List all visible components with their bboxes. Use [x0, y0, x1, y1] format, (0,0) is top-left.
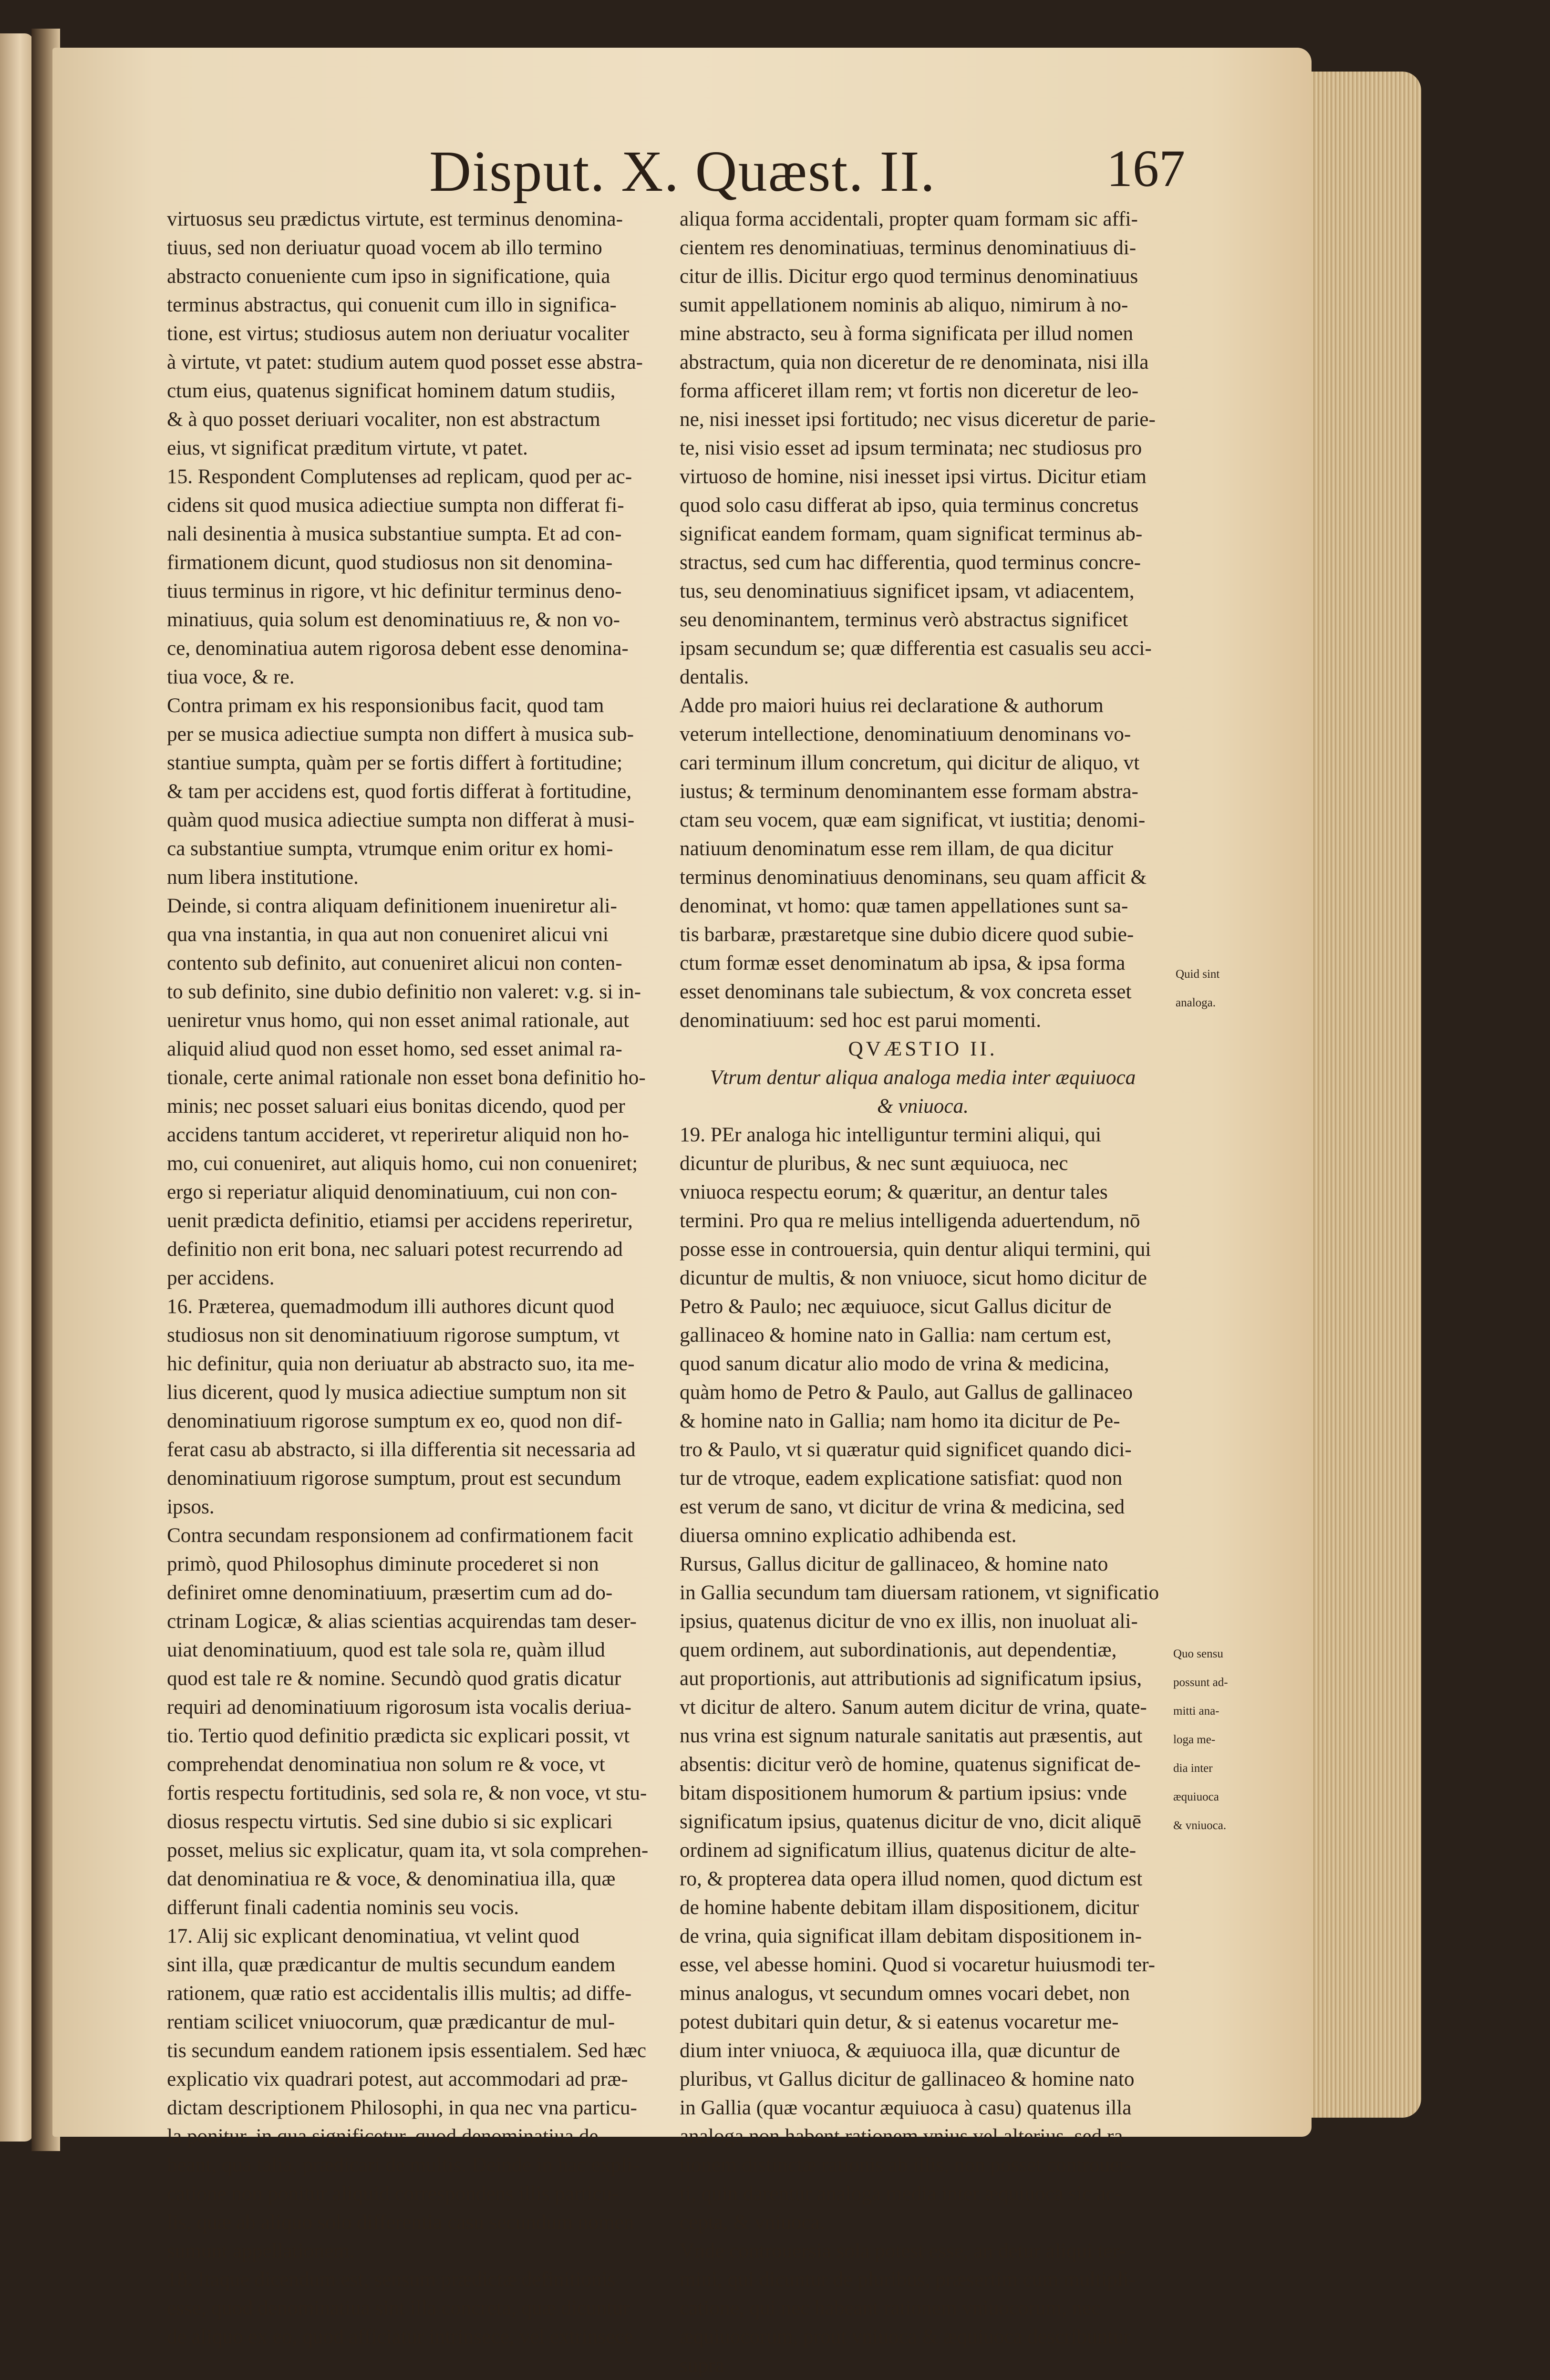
- text-line: rationem, quæ ratio est accidentalis illis multis; ad diffe-: [167, 1982, 632, 2005]
- text-line: absentis: dicitur verò de homine, quatenus significat de-: [680, 1753, 1141, 1776]
- text-line: potest dubitari quin detur, & si eatenus vocaretur me-: [680, 2011, 1119, 2033]
- text-line: de homine habente debitam illam dispositionem, dicitur: [680, 1896, 1139, 1919]
- text-line: minatiuus, quia solum est denominatiuus re, & non vo-: [167, 609, 620, 631]
- text-line: vniuoca respectu eorum; & quæritur, an dentur tales: [680, 1181, 1108, 1203]
- text-line: comprehendat denominatiua non solum re & voce, vt: [167, 1753, 605, 1776]
- text-line: Deinde, si contra aliquam definitionem inueniretur ali-: [167, 895, 617, 917]
- text-line: minus analogus, vt secundum omnes vocari debet, non: [680, 1982, 1130, 2005]
- text-line: lis, quæ ab aliquo solo differentia casu secundum nomen: [167, 2211, 634, 2234]
- text-line: 18. Itaque dicendum est, sensum prædictæ definitionis: [167, 2268, 616, 2291]
- text-line: tur de vtroque, eadem explicatione satisfiat: quod non: [680, 1467, 1123, 1490]
- text-line: te, nisi visio esset ad ipsum terminata; nec studiosus pro: [680, 437, 1142, 459]
- text-line: dat denominatiua re & voce, & denominatiua illa, quæ: [167, 1868, 616, 1890]
- text-line: cari terminum illum concretum, qui dicitur de aliquo, vt: [680, 752, 1140, 774]
- page-fore-edge: [1307, 72, 1421, 2118]
- text-line: ctrinam Logicæ, & alias scientias acquirendas tam deser-: [167, 1610, 637, 1633]
- text-line: diuersa omnino explicatio adhibenda est.: [680, 1524, 1017, 1547]
- margin-note-line: æquiuoca: [1173, 1790, 1219, 1803]
- text-line: tis secundum eandem rationem ipsis essentialem. Sed hæc: [167, 2039, 647, 2062]
- text-line: ctum eius, quatenus significat hominem datum studiis,: [167, 380, 616, 402]
- text-line: ueniretur vnus homo, qui non esset animal rationale, aut: [167, 1009, 630, 1032]
- text-line: sumit appellationem nominis ab aliquo, nimirum à no-: [680, 294, 1128, 316]
- text-line: stantiue sumpta, quàm per se fortis differt à fortitudine;: [167, 752, 623, 774]
- margin-note-line: possunt ad-: [1173, 1676, 1228, 1689]
- text-line: & homine nato in Gallia; nam homo ita dicitur de Pe-: [680, 1410, 1120, 1432]
- text-line: nali desinentia à musica substantiue sumpta. Et ad con-: [167, 523, 622, 545]
- text-line: tione, est virtus; studiosus autem non deriuatur vocaliter: [167, 322, 630, 345]
- text-line: per accidens.: [167, 1267, 275, 1289]
- text-line: quem ordinem, aut subordinationis, aut dependentiæ,: [680, 1639, 1117, 1661]
- text-line: tus, seu denominatiuus significet ipsam, vt adiacentem,: [680, 580, 1135, 602]
- text-line: posset, melius sic explicatur, quam ita, vt sola comprehen-: [167, 1839, 649, 1862]
- text-line: mo, cui conueniret, aut aliquis homo, cui non conueniret;: [167, 1152, 638, 1175]
- text-line: ca substantiue sumpta, vtrumque enim oritur ex homi-: [167, 838, 613, 860]
- text-line: terminus abstractus, qui conuenit cum illo in significa-: [167, 294, 617, 316]
- text-line: & à quo posset deriuari vocaliter, non est abstractum: [167, 408, 600, 431]
- text-line: requiri ad denominatiuum rigorosum ista vocalis deriua-: [167, 1696, 631, 1718]
- question-subtitle-line-1: Vtrum dentur aliqua analoga media inter æquiuoca: [710, 1066, 1136, 1089]
- text-line: diosus respectu virtutis. Sed sine dubio si sic explicari: [167, 1811, 613, 1833]
- text-line: & tam per accidens est, quod fortis differat à fortitudine,: [167, 780, 632, 803]
- text-line: Vnde controuersia sola potest esse, an detur aliqui ter-: [680, 2240, 1126, 2262]
- text-line: qua vna instantia, in qua aut non conueniret alicui vni: [167, 923, 609, 946]
- text-line: nus vrina est signum naturale sanitatis aut præsentis, aut: [680, 1725, 1143, 1747]
- text-line: de aliquo ex eo, quod afficiatur intrinsece, vel extrinsece: [167, 2326, 633, 2348]
- text-line: supra: [680, 2354, 724, 2377]
- text-line: Contra primam ex his responsionibus facit, quod tam: [167, 694, 604, 717]
- margin-note-line: Quid sint: [1176, 968, 1220, 981]
- text-line: explicatio vix quadrari potest, aut accommodari ad præ-: [167, 2068, 628, 2090]
- text-line: tiuus terminus in rigore, vt hic definitur terminus deno-: [167, 580, 622, 602]
- text-line: contento sub definito, aut conueniret alicui non conten-: [167, 952, 622, 974]
- text-line: 15. Respondent Complutenses ad replicam, quod per ac-: [167, 466, 632, 488]
- text-line: cepta, & vniuoca.: [680, 2211, 825, 2234]
- left-text-column: [167, 205, 653, 2351]
- text-line: ne, nisi inesset ipsi fortitudo; nec visus diceretur de parie-: [680, 408, 1156, 431]
- text-line: denominat, vt homo: quæ tamen appellationes sunt sa-: [680, 895, 1128, 917]
- page-number: 167: [1106, 139, 1185, 197]
- text-line: ordinem ad significatum illius, quatenus dicitur de alte-: [680, 1839, 1137, 1862]
- text-line: accidens tantum accideret, vt reperiretur aliquid non ho-: [167, 1124, 629, 1146]
- text-line: to sub definito, sine dubio definitio non valeret: v.g. si in-: [167, 981, 641, 1003]
- text-line: rentiam scilicet vniuocorum, quæ prædicantur de mul-: [167, 2011, 615, 2033]
- text-line: 19. PEr analoga hic intelliguntur termini aliqui, qui: [680, 1124, 1101, 1146]
- text-line: ipsam secundum se; quæ differentia est casualis seu acci-: [680, 637, 1152, 660]
- text-line: significat eandem formam, quam significat terminus ab-: [680, 523, 1143, 545]
- text-line: aliquid aliud quod non esset homo, sed esset animal ra-: [167, 1038, 622, 1060]
- text-line: dentalis.: [680, 666, 749, 688]
- text-line: Contra secundam responsionem ad confirmationem facit: [167, 1524, 633, 1547]
- text-line: definitio non erit bona, nec saluari potest recurrendo ad: [167, 1238, 623, 1261]
- text-line: bitam dispositionem humorum & partium ipsius: vnde: [680, 1782, 1127, 1804]
- text-line: tiuus, sed non deriuatur quoad vocem ab illo termino: [167, 237, 602, 259]
- text-line: sumunt appellationem.: [167, 2240, 355, 2262]
- text-line: analoga non habent rationem vnius vel alterius, sed ra-: [680, 2125, 1130, 2148]
- text-line: stractus, sed cum hac differentia, quod terminus concre-: [680, 551, 1141, 574]
- text-line: cientem res denominatiuas, terminus denominatiuus di-: [680, 237, 1137, 259]
- text-line: aliqua forma accidentali, propter quam formam sic affi-: [680, 208, 1138, 230]
- text-line: cidens sit quod musica adiectiue sumpta non differat fi-: [167, 494, 624, 517]
- running-head: Disput. X. Quæst. II.: [429, 139, 936, 204]
- text-line: Petro & Paulo; nec æquiuoce, sicut Gallus dicitur de: [680, 1295, 1112, 1318]
- text-line: tis barbaræ, præstaretque sine dubio dicere quod subie-: [680, 923, 1134, 946]
- text-line: num libera institutione.: [167, 866, 359, 889]
- text-line: gallinaceo & homine nato in Gallia: nam certum est,: [680, 1324, 1112, 1346]
- text-line: tionem distinctæ rationis ab illis, non posset controuer-: [680, 2154, 1133, 2176]
- text-line: quàm homo de Petro & Paulo, aut Gallus de gallinaceo: [680, 1381, 1133, 1404]
- text-line: lius dicerent, quod ly musica adiectiue sumptum non sit: [167, 1381, 627, 1404]
- margin-note-line: Quo sensu: [1173, 1647, 1223, 1660]
- text-line: fortis respectu fortitudinis, sed sola re, & non voce, vt stu-: [167, 1782, 647, 1804]
- text-line: citur de illis. Dicitur ergo quod terminus denominatiuus: [680, 265, 1138, 288]
- text-line: esse, quod denominatiua sint illa concreta, quæ dicuntur: [167, 2297, 630, 2319]
- text-line: pluribus, vt Gallus dicitur de gallinaceo & homine nato: [680, 2068, 1135, 2090]
- text-line: denominatiuum rigorose sumptum, prout est secundum: [167, 1467, 621, 1490]
- text-line: ro, & propterea data opera illud nomen, quod dictum est: [680, 1868, 1143, 1890]
- text-line: catione, qui nec habeant rationem vniuocorum, nec: [680, 2297, 1101, 2319]
- margin-note-sense-analoga: [1173, 1645, 1228, 1846]
- text-line: Rursus, Gallus dicitur de gallinaceo, & homine nato: [680, 1553, 1108, 1575]
- text-line: tiua voce, & re.: [167, 666, 295, 688]
- right-column-paragraphs: [680, 205, 1166, 1035]
- text-line: dictam descriptionem Philosophi, in qua nec vna particu-: [167, 2097, 637, 2119]
- text-line: ti, quin darentur analoga media inter æquiuoca sic ac-: [680, 2183, 1122, 2205]
- text-line: quod solo casu differat ab ipso, quia terminus concretus: [680, 494, 1139, 517]
- text-line: mini, qui dicuntur de pluribus, præsertim cum multipli-: [680, 2268, 1136, 2291]
- text-line: beant, quà talia, prædicari de multis. Deinde in hac expli-: [167, 2154, 640, 2176]
- text-line: eius, vt significat præditum virtute, vt patet.: [167, 437, 528, 459]
- text-line: uiat denominatiuum, quod est tale sola re, quàm illud: [167, 1639, 605, 1661]
- text-line: in Gallia (quæ vocantur æquiuoca à casu) quatenus illa: [680, 2097, 1132, 2119]
- text-line: posse esse in controuersia, quin dentur aliqui termini, qui: [680, 1238, 1151, 1261]
- text-line: termini. Pro qua re melius intelligenda aduertendum, nō: [680, 1210, 1140, 1232]
- text-line: differunt finali cadentia nominis seu vocis.: [167, 1896, 519, 1919]
- right-text-column: [680, 205, 1166, 2380]
- text-line: forma afficeret illam rem; vt fortis non diceretur de leo-: [680, 380, 1139, 402]
- text-line: abstractum, quia non diceretur de re denominata, nisi illa: [680, 351, 1149, 373]
- text-line: denominatiuum: sed hoc est parui momenti.: [680, 1009, 1042, 1032]
- question-title: QVÆSTIO II.: [848, 1038, 998, 1060]
- text-line: ferat casu ab abstracto, si illa differentia sit necessaria ad: [167, 1438, 636, 1461]
- text-line: ipsos.: [167, 1496, 215, 1518]
- margin-note-line: analoga.: [1176, 996, 1216, 1009]
- question-subtitle-line-2: & vniuoca.: [877, 1095, 969, 1118]
- text-line: per se musica adiectiue sumpta non differt à musica sub-: [167, 723, 634, 745]
- text-line: dicuntur de multis, & non vniuoce, sicut homo dicitur de: [680, 1267, 1147, 1289]
- text-line: denominatiuum rigorose sumptum ex eo, quod non dif-: [167, 1410, 622, 1432]
- text-line: abstracto conueniente cum ipso in significatione, quia: [167, 265, 610, 288]
- text-line: terminus denominatiuus denominans, seu quam afficit &: [680, 866, 1147, 889]
- text-line: 17. Alij sic explicant denominatiua, vt velint quod: [167, 1925, 579, 1947]
- margin-note-line: loga me-: [1173, 1733, 1216, 1746]
- text-line: tionale, certe animal rationale non esset bona definitio ho-: [167, 1066, 646, 1089]
- text-line: significatum ipsius, quatenus dicitur de vno, dicit aliquē: [680, 1811, 1141, 1833]
- text-line: à virtute, vt patet: studium autem quod posset esse abstra-: [167, 351, 643, 373]
- text-line: catione non ponitur aliquid correspondens illis particu-: [167, 2183, 619, 2205]
- text-line: natiuum denominatum esse rem illam, de qua dicitur: [680, 838, 1114, 860]
- text-line: iustus; & terminum denominantem esse formam abstra-: [680, 780, 1138, 803]
- text-line: aut proportionis, aut attributionis ad significatum ipsius,: [680, 1667, 1142, 1690]
- text-line: minis; nec posset saluari eius bonitas dicendo, quod per: [167, 1095, 625, 1118]
- margin-note-line: mitti ana-: [1173, 1705, 1219, 1718]
- margin-note-line: & vniuoca.: [1173, 1819, 1227, 1832]
- text-line: quod sanum dicatur alio modo de vrina & medicina,: [680, 1353, 1109, 1375]
- margin-note-line: dia inter: [1173, 1762, 1213, 1775]
- text-line: in Gallia secundum tam diuersam rationem, vt significatio: [680, 1582, 1159, 1604]
- text-line: ctam seu vocem, quæ eam significat, vt iustitia; denomi-: [680, 809, 1146, 831]
- text-line: uenit prædicta definitio, etiamsi per accidens reperiretur,: [167, 1210, 633, 1232]
- text-line: hic definitur, quia non deriuatur ab abstracto suo, ita me-: [167, 1353, 635, 1375]
- text-line: ce, denominatiua autem rigorosa debent esse denomina-: [167, 637, 629, 660]
- facing-page-edge: [0, 33, 33, 2142]
- text-line: firmationem dicunt, quod studiosus non sit denomina-: [167, 551, 613, 574]
- text-line: primò, quod Philosophus diminute procederet si non: [167, 1553, 599, 1575]
- text-line: est verum de sano, vt dicitur de vrina & medicina, sed: [680, 1496, 1125, 1518]
- text-line: sint illa, quæ prædicantur de multis secundum eandem: [167, 1954, 616, 1976]
- text-line: ctum formæ esset denominatum ab ipsa, & ipsa forma: [680, 952, 1126, 974]
- text-line: dium inter vniuoca, & æquiuoca illa, quæ dicuntur de: [680, 2039, 1120, 2062]
- text-line: esset denominans tale subiectum, & vox concreta esset: [680, 981, 1132, 1003]
- text-line: quàm quod musica adiectiue sumpta non differat à musi-: [167, 809, 635, 831]
- text-line: quod est tale re & nomine. Secundò quod gratis dicatur: [167, 1667, 621, 1690]
- text-line: esse, vel abesse homini. Quod si vocaretur huiusmodi ter-: [680, 1954, 1156, 1976]
- text-line: studiosus non sit denominatiuum rigorose sumptum, vt: [167, 1324, 620, 1346]
- text-line: definiret omne denominatiuum, præsertim cum ad do-: [167, 1582, 613, 1604]
- text-line: vt dicitur de altero. Sanum autem dicitur de vrina, quate-: [680, 1696, 1147, 1718]
- margin-note-what-analoga: [1176, 966, 1219, 1023]
- text-line: veterum intellectione, denominatiuum denominans vo-: [680, 723, 1131, 745]
- question-body: [680, 1121, 1166, 2380]
- text-line: tro & Paulo, vt si quæratur quid significet quando dici-: [680, 1438, 1132, 1461]
- text-line: seu denominantem, terminus verò abstractus significet: [680, 609, 1128, 631]
- text-line: la ponitur, in qua significetur, quod denominatiua de-: [167, 2125, 605, 2148]
- text-line: dicuntur de pluribus, & nec sunt æquiuoca, nec: [680, 1152, 1068, 1175]
- text-line: tio. Tertio quod definitio prædicta sic explicari possit, vt: [167, 1725, 630, 1747]
- text-line: de vrina, quia significat illam debitam dispositionem in-: [680, 1925, 1142, 1947]
- text-line: ergo si reperiatur aliquid denominatiuum, cui non con-: [167, 1181, 618, 1203]
- text-line: virtuoso de homine, nisi inesset ipsi virtus. Dicitur etiam: [680, 466, 1147, 488]
- text-line: virtuosus seu prædictus virtute, est terminus denomina-: [167, 208, 623, 230]
- text-line: ipsius, quatenus dicitur de vno ex illis, non inuoluat ali-: [680, 1610, 1138, 1633]
- text-line: Adde pro maiori huius rei declaratione & authorum: [680, 694, 1104, 717]
- text-line: æquiuocorum, prout vniuoca & æquiuoca describuntur: [680, 2326, 1131, 2348]
- text-line: 16. Præterea, quemadmodum illi authores dicunt quod: [167, 1295, 614, 1318]
- text-line: mine abstracto, seu à forma significata per illud nomen: [680, 322, 1134, 345]
